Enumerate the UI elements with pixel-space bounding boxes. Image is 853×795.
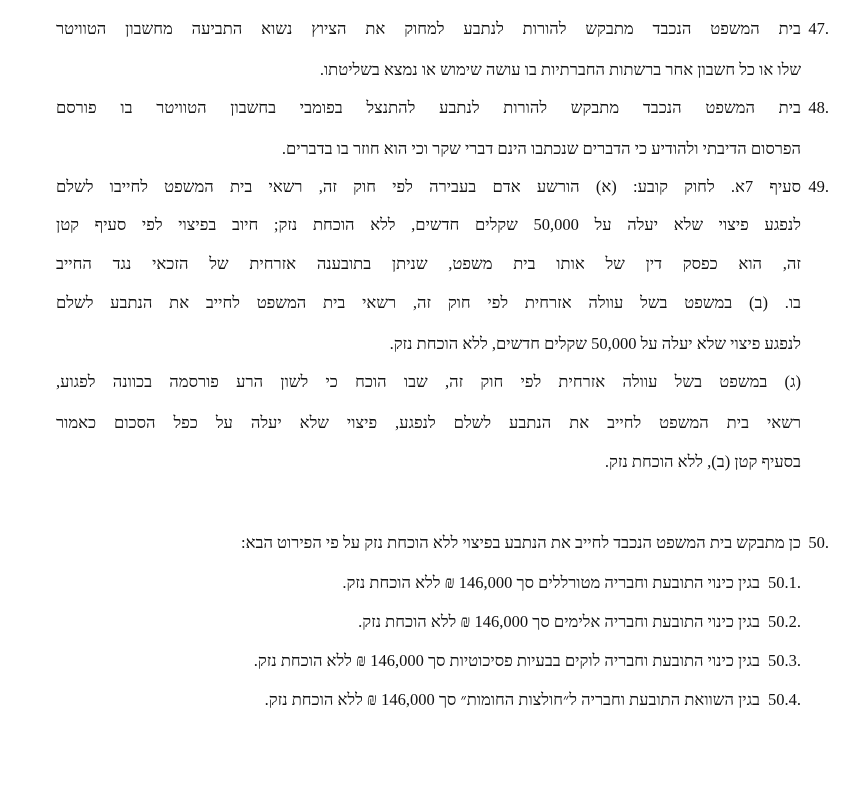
paragraph-line: לנפגע פיצוי שלא יעלה על 50,000 שקלים חדשים, ללא הוכחת נזק; חיוב בפיצוי לפי סעיף קטן bbox=[56, 215, 801, 234]
paragraph-intro: כן מתבקש בית המשפט הנכבד לחייב את הנתבע בפיצוי ללא הוכחת נזק על פי הפירוט הבא: bbox=[241, 533, 801, 552]
paragraph-line: רשאי בית המשפט לחייב את הנתבע לשלם לנפגע, פיצוי שלא יעלה על כפל הסכום כאמור bbox=[56, 413, 801, 432]
paragraph-number: 47. bbox=[808, 19, 829, 38]
paragraph-number: 49. bbox=[808, 177, 829, 196]
paragraph-number: 50. bbox=[808, 533, 829, 552]
paragraph-line: זה, הוא כפסק דין של אותו בית משפט, שניתן בתובענה אזרחית של הזכאי נגד החייב bbox=[56, 254, 801, 273]
paragraph-line: בית המשפט הנכבד מתבקש להורות לנתבע להתנצל בפומבי בחשבון הטוויטר בו פורסם bbox=[56, 98, 801, 117]
paragraph-line: הפרסום הדיבתי ולהודיע כי הדברים שנכתבו הינם דברי שקר וכי הוא חוזר בו בדברים. bbox=[281, 139, 801, 158]
paragraph-line: סעיף 7א. לחוק קובע: (א) הורשע אדם בעבירה לפי חוק זה, רשאי בית המשפט לחייבו לשלם bbox=[56, 177, 801, 196]
paragraph-line: (ג) במשפט בשל עוולה אזרחית לפי חוק זה, שבו הוכח כי לשון הרע פורסמה בכוונה לפגוע, bbox=[56, 372, 801, 391]
sub-item-number: 50.4. bbox=[768, 690, 801, 709]
paragraph-number: 48. bbox=[808, 98, 829, 117]
paragraph-line: בסעיף קטן (ב), ללא הוכחת נזק. bbox=[604, 452, 801, 471]
sub-item-text: בגין כינוי התובעת וחבריה אלימים סך 146,000 ₪ ללא הוכחת נזק. bbox=[358, 612, 760, 631]
sub-item-text: בגין כינוי התובעת וחבריה לוקים בבעיות פסיכוטיות סך 146,000 ₪ ללא הוכחת נזק. bbox=[253, 651, 760, 670]
sub-item-number: 50.3. bbox=[768, 651, 801, 670]
sub-item-number: 50.2. bbox=[768, 612, 801, 631]
sub-item-number: 50.1. bbox=[768, 573, 801, 592]
paragraph-line: לנפגע פיצוי שלא יעלה על 50,000 שקלים חדשים, ללא הוכחת נזק. bbox=[389, 334, 801, 353]
paragraph-line: שלו או כל חשבון אחר ברשתות החברתיות בו עושה שימוש או נמצא בשליטתו. bbox=[319, 60, 801, 79]
sub-item-text: בגין כינוי התובעת וחבריה מטורללים סך 146,000 ₪ ללא הוכחת נזק. bbox=[342, 573, 760, 592]
paragraph-line: בו. (ב) במשפט בשל עוולה אזרחית לפי חוק זה, רשאי בית המשפט לחייב את הנתבע לשלם bbox=[56, 293, 801, 312]
paragraph-line: בית המשפט הנכבד מתבקש להורות לנתבע למחוק את הציוץ נשוא התביעה מחשבון הטוויטר bbox=[56, 19, 801, 38]
sub-item-text: בגין השוואת התובעת וחבריה ל״חולצות החומות״ סך 146,000 ₪ ללא הוכחת נזק. bbox=[264, 690, 760, 709]
